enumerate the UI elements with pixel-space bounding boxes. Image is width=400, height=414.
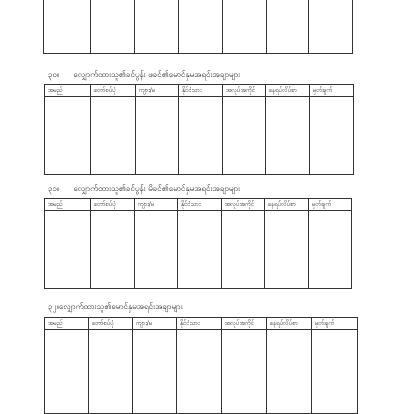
column-header-gender: ကျား/မ (133, 318, 177, 330)
table-cell[interactable] (267, 330, 312, 414)
table-header-row (45, 199, 352, 211)
table-cell[interactable] (135, 0, 179, 54)
table-cell[interactable] (267, 0, 309, 54)
section-heading (48, 184, 240, 194)
section-number: ၃၀။ (48, 70, 60, 79)
section-title: လျှောက်ထားသူ၏ခင်ပွန်း မိခင်၏မောင်နှမအရင်းအချာများ (73, 184, 241, 193)
father-in-law-siblings-table (44, 84, 354, 175)
column-header-address: နေရပ်လိပ်စာ (267, 318, 312, 330)
column-header-name: အမည် (45, 85, 91, 97)
table-cell[interactable] (135, 211, 178, 289)
table-cell[interactable] (266, 97, 310, 175)
section-number: ၃၁။ (48, 184, 60, 193)
column-header-occupation: အလုပ်အကိုင် (223, 85, 266, 97)
table-cell[interactable] (45, 211, 91, 289)
column-header-citizenship: နိုင်ငံသား (178, 199, 222, 211)
previous-relatives-table (43, 0, 353, 54)
column-header-address: နေရပ်လိပ်စာ (265, 199, 309, 211)
table-cell[interactable] (133, 330, 177, 414)
section-heading (48, 70, 240, 80)
table-cell[interactable] (136, 97, 179, 175)
section-number: ၃၂။ (48, 302, 59, 311)
column-header-citizenship: နိုင်ငံသား (177, 318, 222, 330)
column-header-remarks: မှတ်ချက် (312, 318, 358, 330)
applicant-siblings-table (44, 317, 358, 414)
column-header-occupation: အလုပ်အကိုင် (222, 199, 265, 211)
table-cell[interactable] (44, 0, 91, 54)
table-cell[interactable] (177, 330, 222, 414)
column-header-relation: တော်စပ်ပုံ (91, 85, 136, 97)
table-cell[interactable] (312, 330, 358, 414)
column-header-citizenship: နိုင်ငံသား (179, 85, 223, 97)
table-cell[interactable] (179, 0, 223, 54)
section-title: လျှောက်ထားသူ၏မောင်နှမအရင်းအချာများ (58, 302, 183, 311)
table-row (44, 0, 353, 54)
column-header-relation: တော်စပ်ပုံ (89, 318, 133, 330)
column-header-gender: ကျား/မ (135, 199, 178, 211)
section-heading (48, 302, 183, 312)
table-header-row (45, 85, 354, 97)
table-cell[interactable] (45, 97, 91, 175)
column-header-remarks: မှတ်ချက် (309, 199, 352, 211)
section-title: လျှောက်ထားသူ၏ခင်ပွန်း ဖခင်၏မောင်နှမအရင်းအချာများ (73, 70, 241, 79)
column-header-relation: တော်စပ်ပုံ (91, 199, 135, 211)
table-cell[interactable] (265, 211, 309, 289)
column-header-gender: ကျား/မ (136, 85, 179, 97)
table-cell[interactable] (178, 211, 222, 289)
table-cell[interactable] (309, 0, 353, 54)
column-header-occupation: အလုပ်အကိုင် (222, 318, 267, 330)
table-cell[interactable] (310, 97, 354, 175)
table-cell[interactable] (309, 211, 352, 289)
column-header-name: အမည် (45, 199, 91, 211)
table-cell[interactable] (222, 211, 265, 289)
table-row (45, 330, 358, 414)
table-cell[interactable] (91, 0, 135, 54)
table-cell[interactable] (89, 330, 133, 414)
column-header-address: နေရပ်လိပ်စာ (266, 85, 310, 97)
table-row (45, 97, 354, 175)
table-cell[interactable] (222, 330, 267, 414)
table-cell[interactable] (91, 211, 135, 289)
mother-in-law-siblings-table (44, 198, 352, 289)
table-cell[interactable] (91, 97, 136, 175)
table-cell[interactable] (223, 97, 266, 175)
table-cell[interactable] (179, 97, 223, 175)
column-header-name: အမည် (45, 318, 89, 330)
table-cell[interactable] (223, 0, 267, 54)
table-header-row (45, 318, 358, 330)
table-cell[interactable] (45, 330, 89, 414)
column-header-remarks: မှတ်ချက် (310, 85, 354, 97)
table-row (45, 211, 352, 289)
